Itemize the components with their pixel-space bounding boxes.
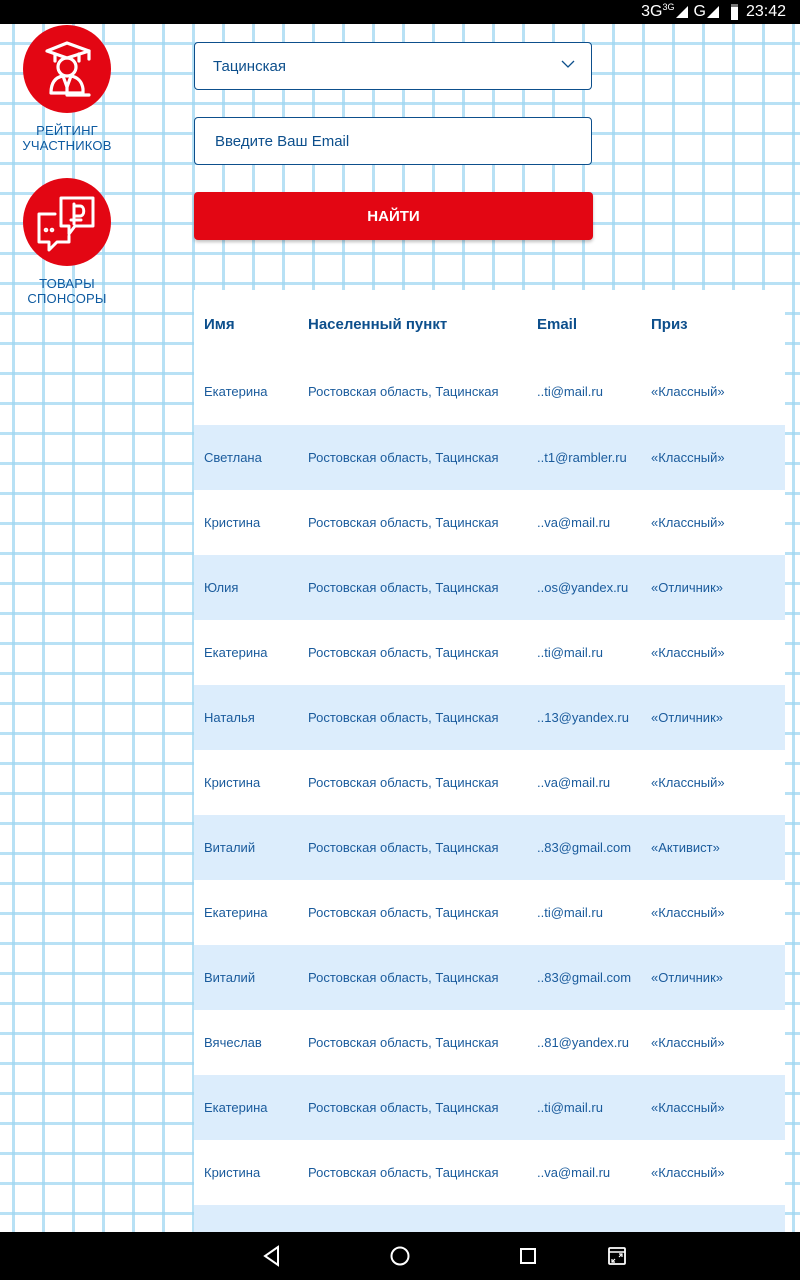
email-placeholder: Введите Ваш Email xyxy=(215,132,350,150)
cell-prize: «Классный» xyxy=(651,645,725,660)
cell-prize: «Активист» xyxy=(651,840,720,855)
cell-prize: «Классный» xyxy=(651,1035,725,1050)
cell-location: Ростовская область, Тацинская xyxy=(308,1165,499,1180)
email-input[interactable] xyxy=(194,117,592,165)
cell-name: Екатерина xyxy=(204,645,268,660)
cell-name: Кристина xyxy=(204,1165,261,1180)
cell-prize: «Классный» xyxy=(651,384,725,399)
recents-button[interactable] xyxy=(516,1244,540,1268)
table-row xyxy=(194,685,785,750)
cell-email: ..83@gmail.com xyxy=(537,970,632,985)
table-row xyxy=(194,880,785,945)
cell-prize: «Классный» xyxy=(651,450,725,465)
cell-email: ..ti@mail.ru xyxy=(537,645,603,660)
battery-icon xyxy=(731,4,738,20)
navigation-bar xyxy=(0,1232,800,1280)
sidebar-label-line: РЕЙТИНГ xyxy=(36,123,98,138)
cell-name: Светлана xyxy=(204,450,262,465)
home-icon xyxy=(389,1245,411,1267)
cell-location: Ростовская область, Тацинская xyxy=(308,645,499,660)
table-row xyxy=(194,425,785,490)
cell-prize: «Классный» xyxy=(651,1165,725,1180)
table-row-partial xyxy=(194,1205,785,1232)
cell-location: Ростовская область, Тацинская xyxy=(308,710,499,725)
graduate-icon xyxy=(23,25,111,113)
sidebar-item-sponsors[interactable] xyxy=(10,178,124,306)
cell-email: ..va@mail.ru xyxy=(537,1165,611,1180)
chat-ruble-icon xyxy=(23,178,111,266)
back-icon xyxy=(262,1245,282,1267)
sidebar-label-sponsors xyxy=(10,276,124,306)
picture-in-picture-icon xyxy=(607,1246,627,1266)
sidebar-label-line: УЧАСТНИКОВ xyxy=(22,138,112,153)
signal-icon xyxy=(676,6,688,18)
cell-email: ..13@yandex.ru xyxy=(537,710,629,725)
cell-prize: «Отличник» xyxy=(651,970,723,985)
cell-location: Ростовская область, Тацинская xyxy=(308,905,499,920)
cell-location: Ростовская область, Тацинская xyxy=(308,1100,499,1115)
cell-email: ..va@mail.ru xyxy=(537,515,611,530)
cell-location: Ростовская область, Тацинская xyxy=(308,1035,499,1050)
location-select-value: Тацинская xyxy=(213,57,286,75)
cell-email: ..ti@mail.ru xyxy=(537,384,603,399)
cell-name: Кристина xyxy=(204,775,261,790)
header-location: Населенный пункт xyxy=(308,315,448,333)
cell-email: ..t1@rambler.ru xyxy=(537,450,627,465)
cell-location: Ростовская область, Тацинская xyxy=(308,775,499,790)
find-button-label: НАЙТИ xyxy=(367,207,420,225)
cell-location: Ростовская область, Тацинская xyxy=(308,580,499,595)
cell-email: ..ti@mail.ru xyxy=(537,905,603,920)
table-row xyxy=(194,620,785,685)
table-header xyxy=(194,290,785,358)
table-row xyxy=(194,945,785,1010)
back-button[interactable] xyxy=(260,1244,284,1268)
cell-name: Вячеслав xyxy=(204,1035,262,1050)
cell-name: Виталий xyxy=(204,970,256,985)
sidebar-item-rating[interactable] xyxy=(10,25,124,153)
table-row xyxy=(194,1075,785,1140)
clock: 23:42 xyxy=(745,3,786,20)
cell-prize: «Отличник» xyxy=(651,580,723,595)
table-row xyxy=(194,1010,785,1075)
sidebar-label-rating xyxy=(10,123,124,153)
home-button[interactable] xyxy=(388,1244,412,1268)
cell-prize: «Классный» xyxy=(651,515,725,530)
table-row xyxy=(194,750,785,815)
cell-location: Ростовская область, Тацинская xyxy=(308,450,499,465)
table-row xyxy=(194,490,785,555)
network-g-indicator xyxy=(694,3,719,21)
network-3g-label: 3G xyxy=(641,3,663,20)
table-body xyxy=(194,358,785,1232)
table-row xyxy=(194,358,785,425)
cell-prize: «Отличник» xyxy=(651,710,723,725)
chevron-down-icon xyxy=(561,57,575,75)
cell-email: ..ti@mail.ru xyxy=(537,1100,603,1115)
cell-name: Екатерина xyxy=(204,905,268,920)
cell-email: ..os@yandex.ru xyxy=(537,580,629,595)
header-name: Имя xyxy=(204,315,235,333)
cell-email: ..83@gmail.com xyxy=(537,840,632,855)
cell-name: Екатерина xyxy=(204,384,268,399)
header-prize: Приз xyxy=(651,315,688,333)
network-3g-indicator xyxy=(641,3,687,21)
cell-prize: «Классный» xyxy=(651,775,725,790)
signal-icon xyxy=(707,6,719,18)
cell-prize: «Классный» xyxy=(651,1100,725,1115)
cell-location: Ростовская область, Тацинская xyxy=(308,840,499,855)
find-button[interactable] xyxy=(194,192,593,240)
location-select[interactable] xyxy=(194,42,592,90)
participants-table xyxy=(194,290,785,1232)
table-row xyxy=(194,555,785,620)
cell-location: Ростовская область, Тацинская xyxy=(308,970,499,985)
status-bar xyxy=(0,0,800,24)
cell-email: ..81@yandex.ru xyxy=(537,1035,629,1050)
cell-name: Наталья xyxy=(204,710,255,725)
sidebar-label-line: СПОНСОРЫ xyxy=(27,291,107,306)
recents-icon xyxy=(518,1246,538,1266)
cell-name: Виталий xyxy=(204,840,256,855)
cell-name: Юлия xyxy=(204,580,239,595)
network-g-label: G xyxy=(693,3,706,20)
cell-prize: «Классный» xyxy=(651,905,725,920)
cell-location: Ростовская область, Тацинская xyxy=(308,384,499,399)
network-3g-sup-label: 3G xyxy=(662,2,675,12)
cell-location: Ростовская область, Тацинская xyxy=(308,515,499,530)
cell-name: Кристина xyxy=(204,515,261,530)
cell-name: Екатерина xyxy=(204,1100,268,1115)
pip-button[interactable] xyxy=(605,1244,629,1268)
header-email: Email xyxy=(537,315,578,333)
table-row xyxy=(194,815,785,880)
table-row xyxy=(194,1140,785,1205)
cell-email: ..va@mail.ru xyxy=(537,775,611,790)
sidebar-label-line: ТОВАРЫ xyxy=(39,276,95,291)
